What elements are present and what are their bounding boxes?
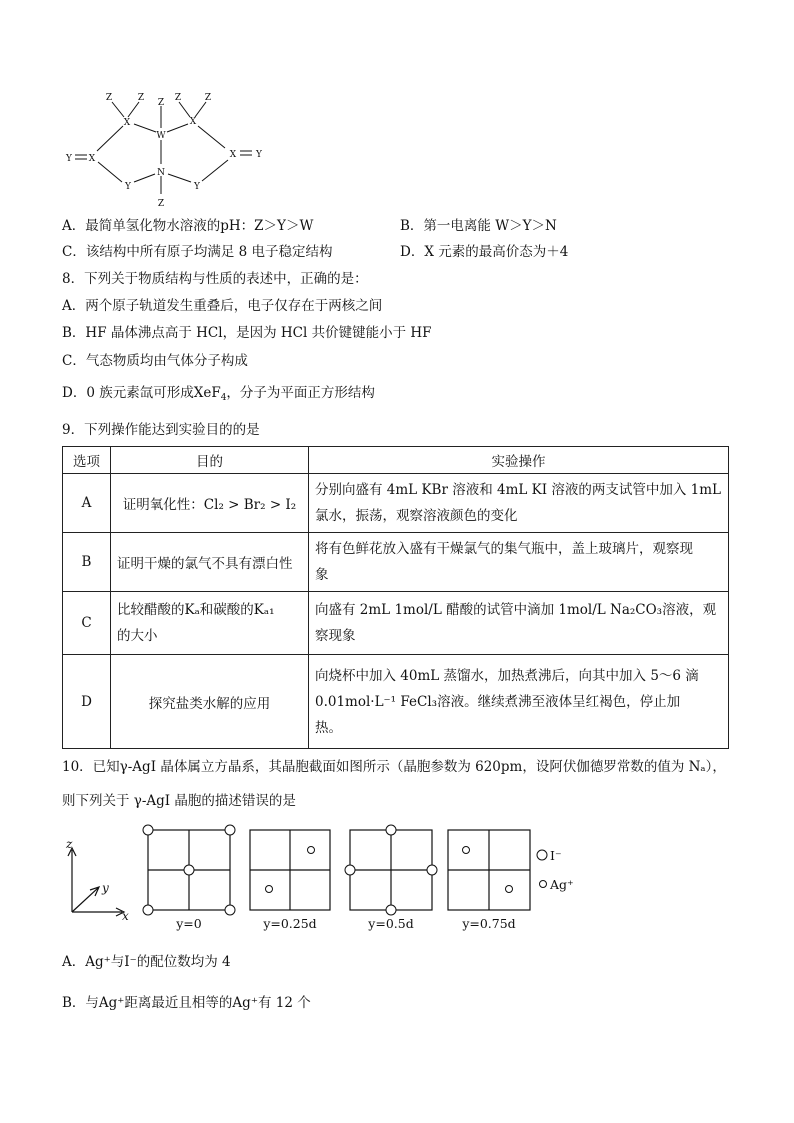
table-row (63, 655, 729, 749)
legend-ag-label: Ag⁺ (550, 877, 574, 892)
atom-z: Z (137, 93, 145, 103)
ion-marker (143, 905, 153, 915)
row-purpose: 探究盐类水解的应用 (111, 655, 309, 749)
ion-marker (225, 905, 235, 915)
operation-line: 0.01mol·L⁻¹ FeCl₃溶液。继续煮沸至液体呈红褐色，停止加 (315, 693, 681, 710)
row-purpose (111, 474, 309, 533)
z-axis-label: z (66, 837, 73, 851)
operation-line: 氯水，振荡，观察溶液颜色的变化 (315, 508, 518, 524)
atom-x: X (189, 117, 197, 127)
y-axis-label: y (102, 881, 109, 895)
panel-caption: y=0.5d (368, 916, 414, 931)
atom-z: Z (174, 93, 182, 103)
q7-option-b: B．第一电离能 W＞Y＞N (400, 218, 557, 234)
q8-option-d-tail: ，分子为平面正方形结构 (226, 385, 375, 401)
purpose-text: 证明氧化性： (122, 497, 204, 513)
atom-x: X (229, 150, 237, 160)
atom-z: Z (105, 93, 113, 103)
purpose-line: 比较醋酸的Kₐ和碳酸的Kₐ₁ (117, 602, 275, 618)
q10-stem-line1: 10．已知γ-AgI 晶体属立方晶系，其晶胞截面如图所示（晶胞参数为 620pm，设阿伏伽德罗常数的值为 Nₐ）， (62, 759, 726, 775)
y-axis (72, 888, 98, 912)
q7-option-c: C．该结构中所有原子均满足 8 电子稳定结构 (62, 244, 333, 260)
header-purpose: 目的 (111, 447, 309, 474)
row-purpose (111, 592, 309, 655)
atom-x: X (88, 154, 96, 164)
row-operation (309, 655, 729, 749)
ion-marker (386, 825, 396, 835)
row-option: C (63, 592, 111, 655)
experiment-table (62, 446, 729, 749)
q7-option-d: D．X 元素的最高价态为＋4 (400, 244, 569, 260)
panel-caption: y=0 (176, 916, 202, 931)
panel-y075 (448, 830, 530, 910)
table-row (63, 592, 729, 655)
header-operation: 实验操作 (309, 447, 729, 474)
ion-marker (345, 865, 355, 875)
purpose-line: 的大小 (117, 628, 158, 644)
row-option: A (63, 474, 111, 533)
ion-marker (184, 865, 194, 875)
ion-marker (506, 886, 513, 893)
row-purpose: 证明干燥的氯气不具有漂白性 (111, 533, 309, 592)
operation-line: 象 (315, 567, 329, 583)
operation-line: 分别向盛有 4mL KBr 溶液和 4mL KI 溶液的两支试管中加入 1mL (315, 482, 721, 498)
atom-z: Z (157, 199, 165, 209)
atom-y: Y (256, 150, 262, 160)
q7-option-a: A．最简单氢化物水溶液的pH：Z＞Y＞W (62, 218, 314, 234)
table-row (63, 474, 729, 533)
header-option: 选项 (63, 447, 111, 474)
atom-z: Z (204, 93, 212, 103)
ion-marker (427, 865, 437, 875)
atom-z: Z (157, 98, 165, 108)
q8-option-b: B．HF 晶体沸点高于 HCl，是因为 HCl 共价键键能小于 HF (62, 325, 432, 341)
operation-line: 察现象 (315, 628, 356, 644)
panel-y05 (350, 830, 432, 910)
q8-option-d-text: D．0 族元素氙可形成 (62, 385, 194, 401)
q8-option-d (62, 384, 375, 407)
purpose-formula: Cl₂ > Br₂ > I₂ (203, 497, 297, 513)
table-row (63, 533, 729, 592)
ion-marker (266, 886, 273, 893)
ion-marker (386, 905, 396, 915)
operation-line: 将有色鲜花放入盛有干燥氯气的集气瓶中，盖上玻璃片，观察现 (315, 541, 693, 557)
legend-i-label: I⁻ (550, 848, 562, 863)
operation-line: 热。 (315, 719, 342, 736)
atom-y: Y (194, 182, 200, 192)
formula-main: XeF (193, 385, 221, 401)
panel-y025 (250, 830, 330, 910)
ion-marker (225, 825, 235, 835)
atom-w: W (156, 131, 166, 141)
atom-x: X (123, 118, 131, 128)
q10-option-b: B．与Ag⁺距离最近且相等的Ag⁺有 12 个 (62, 995, 311, 1011)
q8-option-c: C．气态物质均由气体分子构成 (62, 353, 248, 369)
panel-caption: y=0.75d (462, 916, 516, 931)
x-axis-label: x (122, 909, 129, 923)
table-header-row (63, 447, 729, 474)
row-operation (309, 474, 729, 533)
q8-option-a: A．两个原子轨道发生重叠后，电子仅存在于两核之间 (62, 298, 383, 314)
q8-stem: 8．下列关于物质结构与性质的表述中，正确的是： (62, 271, 368, 287)
row-option: B (63, 533, 111, 592)
ion-marker (463, 847, 470, 854)
legend-ag-marker (540, 881, 547, 888)
molecular-structure-diagram (60, 88, 280, 210)
q9-stem: 9．下列操作能达到实验目的的是 (62, 422, 260, 438)
atom-y: Y (66, 154, 72, 164)
q10-option-a: A．Ag⁺与I⁻的配位数均为 4 (62, 954, 231, 970)
row-option: D (63, 655, 111, 749)
atom-y: Y (125, 182, 131, 192)
atom-n: N (157, 168, 165, 178)
panel-caption: y=0.25d (263, 916, 317, 931)
operation-line: 向盛有 2mL 1mol/L 醋酸的试管中滴加 1mol/L Na₂CO₃溶液，观 (315, 602, 717, 618)
row-operation (309, 533, 729, 592)
ion-marker (143, 825, 153, 835)
q10-stem-line2: 则下列关于 γ-AgI 晶胞的描述错误的是 (62, 793, 296, 809)
ion-marker (308, 847, 315, 854)
legend-i-marker (537, 850, 547, 860)
formula-subscript: 4 (220, 393, 227, 403)
row-operation (309, 592, 729, 655)
operation-line: 向烧杯中加入 40mL 蒸馏水，加热煮沸后，向其中加入 5～6 滴 (315, 667, 699, 684)
xef4-formula (194, 385, 227, 401)
crystal-section-figure (60, 820, 600, 938)
